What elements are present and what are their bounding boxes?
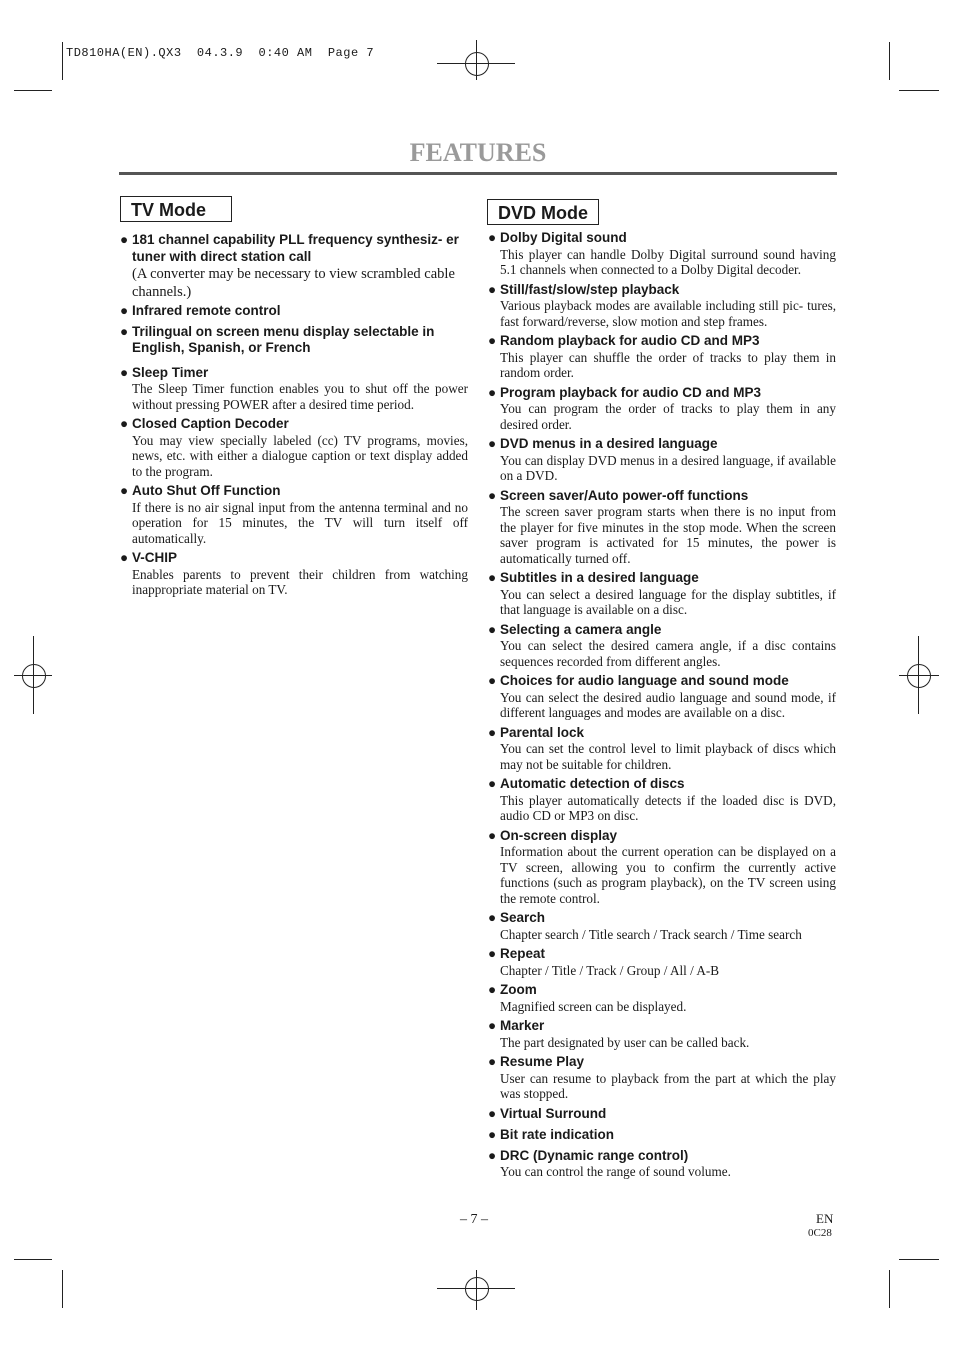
bullet-icon: ● xyxy=(488,1018,497,1033)
feature-title-text: Random playback for audio CD and MP3 xyxy=(500,333,760,348)
feature-title-text: Sleep Timer xyxy=(132,364,209,380)
bullet-icon: ● xyxy=(488,827,497,843)
feature-description: You can select the desired audio language and sound mode, if different languages and modes are available on a disc. xyxy=(500,689,836,720)
feature-title-text: Subtitles in a desired language xyxy=(500,570,699,585)
crop-mark xyxy=(62,42,63,80)
feature-title xyxy=(488,1127,836,1144)
feature-description: This player can shuffle the order of tracks to play them in random order. xyxy=(500,349,836,380)
feature-title-text: On-screen display xyxy=(500,827,618,843)
feature-title xyxy=(120,303,468,320)
feature-title xyxy=(120,416,468,433)
crop-mark xyxy=(899,90,939,91)
feature-item xyxy=(120,416,468,479)
crop-mark xyxy=(889,42,890,80)
bullet-icon: ● xyxy=(120,232,129,247)
feature-title xyxy=(488,230,836,247)
feature-description: You can control the range of sound volume. xyxy=(500,1164,731,1179)
title-divider xyxy=(119,172,837,175)
bullet-icon: ● xyxy=(488,384,497,400)
feature-title-text: 181 channel capability PLL frequency synthesiz- er tuner with direct station call xyxy=(132,232,459,264)
feature-title xyxy=(488,776,836,793)
feature-description: The part designated by user can be called back. xyxy=(500,1034,750,1050)
feature-title xyxy=(488,622,836,639)
feature-title xyxy=(488,828,836,845)
feature-title xyxy=(120,365,468,382)
bullet-icon: ● xyxy=(120,364,129,380)
bullet-icon: ● xyxy=(488,1147,497,1163)
feature-title xyxy=(488,1106,836,1123)
feature-title xyxy=(488,725,836,742)
registration-circle xyxy=(22,664,46,688)
feature-description: You can display DVD menus in a desired language, if available on a DVD. xyxy=(500,452,836,483)
feature-title-text: Marker xyxy=(500,1018,545,1033)
print-slug: TD810HA(EN).QX3 04.3.9 0:40 AM Page 7 xyxy=(66,46,375,60)
document-code: 0C28 xyxy=(808,1227,832,1239)
feature-title-text: Repeat xyxy=(500,946,546,961)
bullet-icon: ● xyxy=(488,621,497,637)
feature-description: You can set the control level to limit playback of discs which may not be suitable for children. xyxy=(500,741,836,772)
feature-item xyxy=(120,303,468,320)
feature-title-text: Program playback for audio CD and MP3 xyxy=(500,384,762,400)
feature-item xyxy=(120,324,468,357)
feature-title xyxy=(488,910,836,927)
feature-title-text: Automatic detection of discs xyxy=(500,776,685,791)
feature-title-text: DRC (Dynamic range control) xyxy=(500,1147,689,1163)
feature-title-text: Screen saver/Auto power-off functions xyxy=(500,487,749,503)
feature-item xyxy=(488,1106,836,1123)
feature-item xyxy=(488,1054,836,1102)
bullet-icon: ● xyxy=(488,724,497,740)
feature-title xyxy=(488,333,836,350)
crop-mark xyxy=(889,1270,890,1308)
feature-title-text: Closed Caption Decoder xyxy=(132,416,289,431)
feature-item xyxy=(120,232,468,301)
feature-title xyxy=(488,385,836,402)
feature-title-text: Infrared remote control xyxy=(132,303,281,318)
feature-item xyxy=(488,230,836,278)
bullet-icon: ● xyxy=(488,673,497,688)
feature-title xyxy=(488,946,836,963)
feature-item xyxy=(488,385,836,433)
feature-description: Chapter search / Title search / Track search / Time search xyxy=(500,926,802,942)
feature-title xyxy=(488,570,836,587)
feature-item xyxy=(488,673,836,721)
bullet-icon: ● xyxy=(488,1127,497,1142)
feature-item xyxy=(488,725,836,773)
feature-item xyxy=(120,483,468,546)
feature-title xyxy=(488,1054,836,1071)
crop-mark xyxy=(14,90,52,91)
crop-mark xyxy=(14,1259,52,1260)
language-code: EN xyxy=(816,1211,834,1226)
bullet-icon: ● xyxy=(488,436,497,451)
bullet-icon: ● xyxy=(120,416,129,431)
bullet-icon: ● xyxy=(120,303,129,318)
bullet-icon: ● xyxy=(488,281,497,297)
tv-features-list xyxy=(120,232,468,602)
bullet-icon: ● xyxy=(488,333,497,348)
bullet-icon: ● xyxy=(488,776,497,791)
bullet-icon: ● xyxy=(488,487,497,503)
feature-description: Enables parents to prevent their children from watching inappropriate material on TV. xyxy=(132,566,468,597)
feature-title-text: Trilingual on screen menu display selectable in English, Spanish, or French xyxy=(132,323,435,355)
feature-item xyxy=(488,333,836,381)
crop-mark xyxy=(62,1270,63,1308)
feature-item xyxy=(488,488,836,567)
feature-description: Various playback modes are available including still pic- tures, fast forward/reverse, slow motion and step frames. xyxy=(500,298,836,329)
feature-title xyxy=(488,436,836,453)
feature-description: User can resume to playback from the part at which the play was stopped. xyxy=(500,1070,836,1101)
feature-description: The screen saver program starts when there is no input from the player for five minutes in the stop mode. When the screen saver program is activated for 15 minutes, the power is automatically turned off. xyxy=(500,504,836,566)
bullet-icon: ● xyxy=(120,483,129,498)
feature-item xyxy=(488,776,836,824)
feature-title-text: Resume Play xyxy=(500,1054,585,1069)
feature-item xyxy=(488,1127,836,1144)
feature-description: Magnified screen can be displayed. xyxy=(500,998,687,1014)
dvd-features-list xyxy=(488,230,836,1182)
tv-mode-heading: TV Mode xyxy=(120,196,232,222)
feature-description: If there is no air signal input from the antenna terminal and no operation for 15 minutes, the TV will turn itself off automatically. xyxy=(132,499,468,546)
page-number: – 7 – xyxy=(460,1212,488,1227)
feature-item xyxy=(488,946,836,978)
feature-title xyxy=(488,982,836,999)
bullet-icon: ● xyxy=(488,982,497,997)
feature-item xyxy=(488,1018,836,1050)
bullet-icon: ● xyxy=(488,1054,497,1069)
feature-title-text: V-CHIP xyxy=(132,550,178,565)
feature-title xyxy=(488,488,836,505)
feature-item xyxy=(488,1148,836,1180)
feature-title-text: Still/fast/slow/step playback xyxy=(500,281,680,297)
feature-item xyxy=(488,910,836,942)
feature-title xyxy=(488,282,836,299)
feature-description: This player can handle Dolby Digital surround sound having 5.1 channels when connected to a Dolby Digital decoder. xyxy=(500,246,836,277)
feature-description: Chapter / Title / Track / Group / All / A-B xyxy=(500,962,720,978)
feature-description: You can select the desired camera angle, if a disc contains sequences recorded from different angles. xyxy=(500,638,836,669)
feature-title-text: Bit rate indication xyxy=(500,1127,615,1142)
bullet-icon: ● xyxy=(488,570,497,585)
feature-description: (A converter may be necessary to view scrambled cable channels.) xyxy=(132,266,455,300)
feature-item xyxy=(488,622,836,670)
feature-item xyxy=(488,828,836,907)
crop-mark xyxy=(899,1259,939,1260)
feature-title-text: Selecting a camera angle xyxy=(500,621,662,637)
feature-title-text: DVD menus in a desired language xyxy=(500,436,718,451)
bullet-icon: ● xyxy=(120,323,129,339)
feature-title xyxy=(488,1148,836,1165)
feature-title xyxy=(488,673,836,690)
feature-item xyxy=(488,570,836,618)
feature-description: The Sleep Timer function enables you to shut off the power without pressing POWER after a desired time period. xyxy=(132,381,468,412)
feature-item xyxy=(488,436,836,484)
feature-description: You can select a desired language for the display subtitles, if that language is available on a disc. xyxy=(500,586,836,617)
feature-item xyxy=(120,550,468,598)
bullet-icon: ● xyxy=(488,230,497,245)
bullet-icon: ● xyxy=(488,946,497,961)
feature-title-text: Parental lock xyxy=(500,724,585,740)
feature-title-text: Search xyxy=(500,910,546,925)
registration-circle xyxy=(465,52,489,76)
feature-description: You may view specially labeled (cc) TV programs, movies, news, etc. with either a dialogue caption or text display added to the program. xyxy=(132,432,468,479)
feature-title xyxy=(120,550,468,567)
bullet-icon: ● xyxy=(120,550,129,565)
feature-title-text: Choices for audio language and sound mode xyxy=(500,673,789,688)
feature-item xyxy=(488,982,836,1014)
feature-item xyxy=(120,365,468,413)
page-title: FEATURES xyxy=(409,138,547,167)
feature-description: Information about the current operation can be displayed on a TV screen, allowing you to confirm the currently active functions (such as program playback), on the TV screen using the remote control. xyxy=(500,844,836,906)
feature-title-text: Zoom xyxy=(500,982,537,997)
feature-title xyxy=(488,1018,836,1035)
bullet-icon: ● xyxy=(488,1105,497,1121)
dvd-mode-heading: DVD Mode xyxy=(487,199,599,225)
bullet-icon: ● xyxy=(488,910,497,925)
registration-circle xyxy=(907,664,931,688)
feature-title xyxy=(120,324,468,357)
registration-circle xyxy=(465,1277,489,1301)
feature-description: This player automatically detects if the loaded disc is DVD, audio CD or MP3 on disc. xyxy=(500,792,836,823)
feature-title xyxy=(120,232,468,265)
feature-description: You can program the order of tracks to play them in any desired order. xyxy=(500,401,836,432)
feature-title-text: Auto Shut Off Function xyxy=(132,483,281,498)
feature-item xyxy=(488,282,836,330)
feature-title-text: Virtual Surround xyxy=(500,1105,607,1121)
feature-title-text: Dolby Digital sound xyxy=(500,230,627,245)
feature-title xyxy=(120,483,468,500)
